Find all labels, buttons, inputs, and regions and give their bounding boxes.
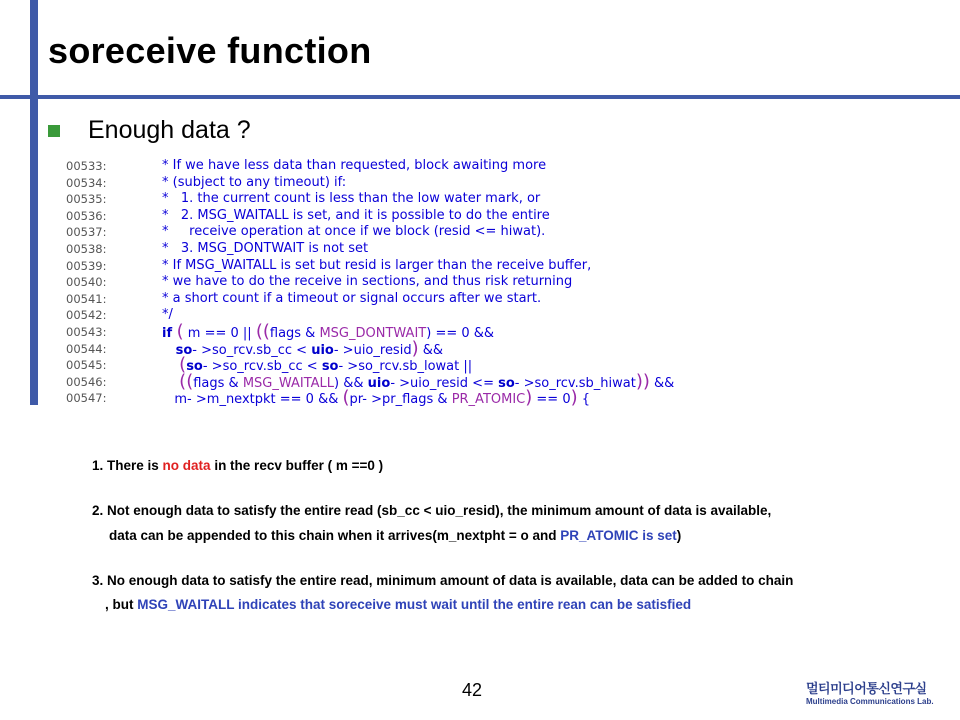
code-text: * 2. MSG_WAITALL is set, and it is possible to do the entire <box>162 207 550 223</box>
code-text: */ <box>162 307 173 323</box>
line-number: 00540: <box>66 275 107 290</box>
bullet-text: Enough data ? <box>88 116 251 144</box>
code-text: * we have to do the receive in sections, and thus risk returning <box>162 274 573 290</box>
note-2-text: data can be appended to this chain when it arrives(m_nextpht = o and <box>109 528 561 543</box>
line-number: 00534: <box>66 175 107 190</box>
code-text: * If we have less data than requested, block awaiting more <box>162 158 547 173</box>
line-number: 00541: <box>66 291 107 306</box>
bullet-item <box>48 116 251 145</box>
line-number: 00539: <box>66 258 107 273</box>
line-number: 00538: <box>66 242 107 256</box>
line-number: 00547: <box>66 391 107 406</box>
code-text: if ( m == 0 || ((flags & MSG_DONTWAIT) == 0 && <box>162 321 495 342</box>
line-number: 00545: <box>66 358 107 373</box>
code-text: (so- >so_rcv.sb_cc < so- >so_rcv.sb_lowat || <box>162 354 473 376</box>
note-1-text-end: in the recv buffer ( m ==0 ) <box>210 458 384 473</box>
accent-vertical-bar <box>30 0 38 405</box>
square-bullet-icon <box>48 125 60 137</box>
accent-horizontal-bar <box>0 95 960 99</box>
code-text: * If MSG_WAITALL is set but resid is larger than the receive buffer, <box>162 257 592 273</box>
line-number: 00546: <box>66 374 107 389</box>
logo-english-text: Multimedia Communications Lab. <box>806 697 934 706</box>
logo-korean-text: 멀티미디어통신연구실 <box>806 681 927 696</box>
note-3-line-2 <box>105 597 691 612</box>
line-number: 00533: <box>66 159 107 173</box>
slide-title: soreceive function <box>48 30 372 71</box>
note-3-highlight: MSG_WAITALL indicates that soreceive must wait until the entire rean can be satisfied <box>137 597 692 612</box>
code-text: * 1. the current count is less than the low water mark, or <box>162 191 541 207</box>
code-text: * receive operation at once if we block (resid <= hiwat). <box>162 224 546 240</box>
line-number: 00544: <box>66 341 107 356</box>
page-number: 42 <box>462 680 483 700</box>
code-text: * (subject to any timeout) if: <box>162 174 347 190</box>
line-number: 00542: <box>66 308 107 323</box>
code-text: * 3. MSG_DONTWAIT is not set <box>162 241 369 256</box>
line-number: 00543: <box>66 325 107 339</box>
note-2-highlight: PR_ATOMIC is set <box>560 528 677 543</box>
note-1-highlight: no data <box>162 458 211 473</box>
line-number: 00536: <box>66 208 107 223</box>
note-1-text: 1. There is <box>92 458 163 473</box>
note-2-text-end: ) <box>676 528 682 543</box>
note-2-line-1: 2. Not enough data to satisfy the entire read (sb_cc < uio_resid), the minimum amount of data is available, <box>92 503 772 518</box>
code-text: so- >so_rcv.sb_cc < uio- >uio_resid) && <box>162 337 444 359</box>
code-listing <box>58 158 678 410</box>
lab-logo <box>806 678 934 706</box>
code-text: * a short count if a timeout or signal occurs after we start. <box>162 290 542 306</box>
code-text: m- >m_nextpkt == 0 && (pr- >pr_flags & PR_ATOMIC) == 0) { <box>162 387 591 409</box>
line-number: 00535: <box>66 192 107 207</box>
note-1 <box>92 458 383 473</box>
note-3-line-1: 3. No enough data to satisfy the entire read, minimum amount of data is available, data can be added to chain <box>92 573 794 588</box>
note-3-text: , but <box>105 597 138 612</box>
note-2-line-2 <box>109 528 681 543</box>
line-number: 00537: <box>66 225 107 240</box>
code-text: ((flags & MSG_WAITALL) && uio- >uio_resid <= so- >so_rcv.sb_hiwat)) && <box>162 370 675 392</box>
